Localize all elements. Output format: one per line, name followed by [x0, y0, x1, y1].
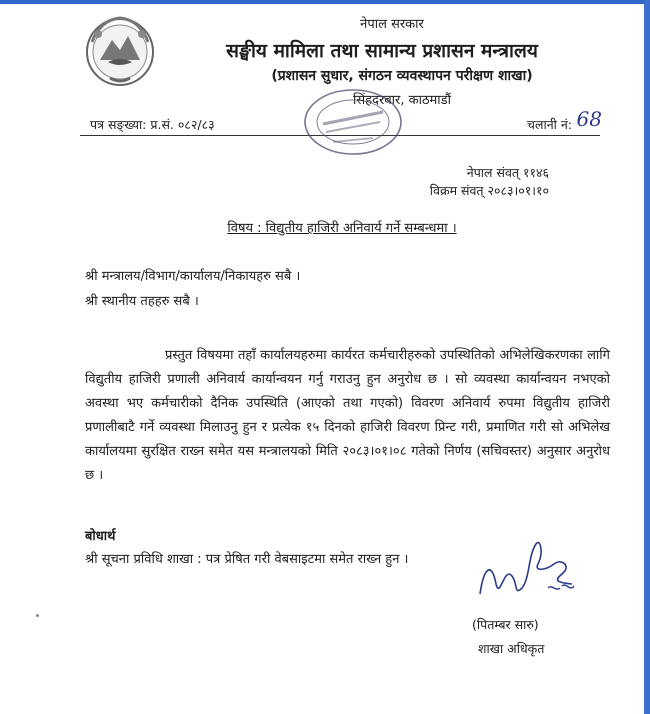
letter-page: [0, 4, 644, 714]
location-title: सिंहदरबार, काठमाडौं: [352, 93, 452, 108]
subject-line: विषय : विद्युतीय हाजिरी अनिवार्य गर्ने सम्बन्धमा ।: [227, 221, 457, 236]
office-stamp-icon: [298, 82, 408, 162]
addressee-line: श्री मन्त्रालय/विभाग/कार्यालय/निकायहरु सबै ।: [85, 269, 301, 284]
government-title: नेपाल सरकार: [360, 17, 424, 32]
ministry-title: सङ्घीय मामिला तथा सामान्य प्रशासन मन्त्रालय: [226, 40, 538, 62]
cc-title: बोधार्थ: [85, 529, 116, 544]
letter-number: पत्र सङ्ख्या: प्र.सं. ०८२/८३: [90, 117, 215, 132]
signatory-name: (पितम्बर सारु): [472, 617, 539, 632]
dispatch-number: 68: [576, 107, 602, 131]
signatory-title: शाखा अधिकृत: [478, 641, 545, 656]
letter-body: प्रस्तुत विषयमा तहाँ कार्यालयहरुमा कार्यरत कर्मचारीहरुको उपस्थितिको अभिलेखिकरणका लागि विद्युतीय हाजिरी प्रणाली अनिवार्य कार्यान्वयन गर्नु गराउनु हुन अनुरोध छ । सो व्यवस्था कार्यान्वयन नभएको अवस्था भए कर्मचारीको दैनिक उपस्थिति (आएको तथा गएको) विवरण अनिवार्य रुपमा विद्युतीय हाजिरी प्रणालीबाटै गर्ने व्यवस्था मिलाउनु हुन र प्रत्येक १५ दिनको हाजिरी विवरण प्रिन्ट गरी, प्रमाणित गरी सो अभिलेख कार्यालयमा सुरक्षित राख्न समेत यस मन्त्रालयको मिति २०८३।०१।०८ गतेको निर्णय (सचिवस्तर) अनुसार अनुरोध छ ।: [85, 348, 610, 483]
nepal-sambat-date: नेपाल संवत् ११४६: [466, 165, 549, 180]
signature-icon: [474, 526, 584, 610]
section-title: (प्रशासन सुधार, संगठन व्यवस्थापन परीक्षण शाखा): [271, 68, 533, 84]
speck: [36, 614, 39, 617]
dispatch-label: चलानी नं:: [527, 117, 572, 132]
vikram-sambat-date: विक्रम संवत् २०८३।०१।१०: [429, 183, 549, 198]
addressee-line: श्री स्थानीय तहहरु सबै ।: [85, 294, 199, 309]
cc-line: श्री सूचना प्रविधि शाखा : पत्र प्रेषित गरी वेबसाइटमा समेत राख्न हुन ।: [85, 552, 409, 567]
